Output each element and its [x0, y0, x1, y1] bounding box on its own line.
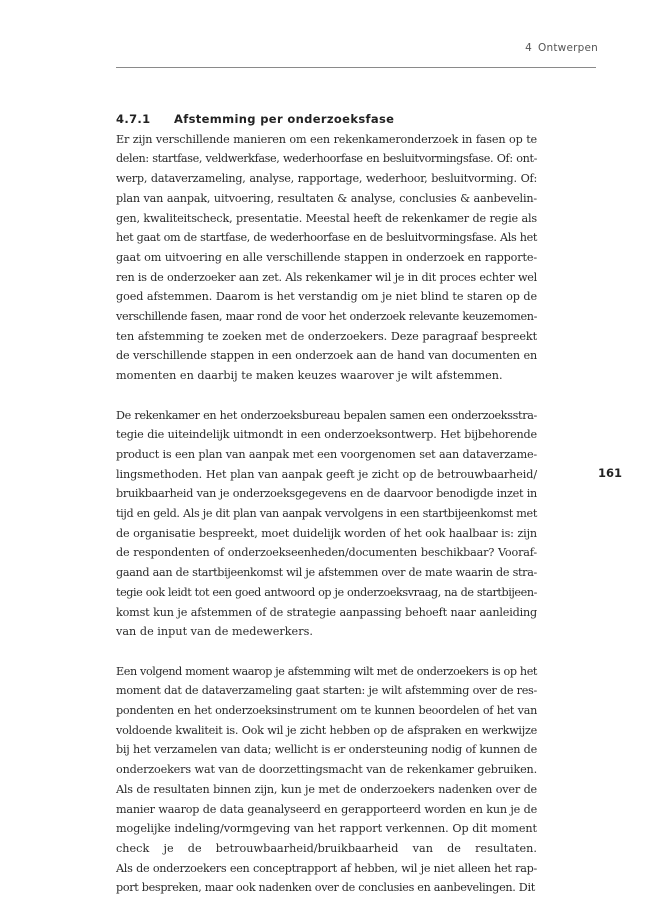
text-line: goed afstemmen. Daarom is het verstandig om je niet blind te staren op de: [116, 290, 537, 304]
section-title: Afstemming per onderzoeksfase: [174, 112, 395, 126]
running-head: [525, 42, 598, 54]
text-line: onderzoekers wat van de doorzettingsmacht van de rekenkamer gebruiken.: [116, 763, 537, 777]
text-line: momenten en daarbij te maken keuzes waarover je wilt afstemmen.: [116, 369, 503, 383]
text-line: mogelijke indeling/vormgeving van het rapport verkennen. Op dit moment: [116, 822, 537, 836]
text-line: bij het verzamelen van data; wellicht is er ondersteuning nodig of kunnen de: [116, 743, 537, 757]
text-line: het gaat om de startfase, de wederhoorfase en de besluitvormingsfase. Als het: [116, 231, 537, 245]
paragraph: [116, 662, 537, 898]
text-line: port bespreken, maar ook nadenken over de conclusies en aanbevelingen. Dit: [116, 881, 535, 895]
text-line: tijd en geld. Als je dit plan van aanpak vervolgens in een startbijeenkomst met: [116, 507, 537, 521]
chapter-number: 4: [525, 42, 533, 54]
text-line: van de input van de medewerkers.: [116, 625, 313, 639]
paragraphs: [116, 130, 537, 898]
text-line: plan van aanpak, uitvoering, resultaten & analyse, conclusies & aanbevelin-: [116, 191, 537, 205]
paragraph: [116, 130, 537, 386]
text-line: product is een plan van aanpak met een voorgenomen set aan dataverzame-: [116, 447, 537, 461]
paragraph-gap: [116, 642, 537, 662]
text-line: komst kun je afstemmen of de strategie aanpassing behoeft naar aanleiding: [116, 605, 537, 619]
paragraph-gap: [116, 386, 537, 406]
text-line: de organisatie bespreekt, moet duidelijk worden of het ook haalbaar is: zijn: [116, 526, 537, 540]
text-line: gen, kwaliteitscheck, presentatie. Meestal heeft de rekenkamer de regie als: [116, 211, 537, 225]
text-line: Een volgend moment waarop je afstemming wilt met de onderzoekers is op het: [116, 664, 537, 678]
chapter-title: Ontwerpen: [538, 42, 598, 54]
text-line: Als de resultaten binnen zijn, kun je met de onderzoekers nadenken over de: [116, 782, 537, 796]
text-line: Er zijn verschillende manieren om een rekenkameronderzoek in fasen op te: [116, 132, 537, 146]
section-number: 4.7.1: [116, 112, 151, 126]
text-line: bruikbaarheid van je onderzoeksgegevens en de daarvoor benodigde inzet in: [116, 487, 537, 501]
text-line: ren is de onderzoeker aan zet. Als rekenkamer wil je in dit proces echter wel: [116, 270, 537, 284]
text-line: verschillende fasen, maar rond de voor het onderzoek relevante keuzemomen-: [116, 310, 537, 324]
text-line: lingsmethoden. Het plan van aanpak geeft je zicht op de betrouwbaarheid/: [116, 467, 537, 481]
text-line: tegie ook leidt tot een goed antwoord op je onderzoeksvraag, na de startbijeen-: [116, 585, 537, 599]
text-line: check je de betrouwbaarheid/bruikbaarheid van de resultaten.: [116, 841, 537, 855]
text-line: manier waarop de data geanalyseerd en gerapporteerd worden en kun je de: [116, 802, 537, 816]
page-number: 161: [598, 466, 623, 480]
text-line: werp, dataverzameling, analyse, rapportage, wederhoor, besluitvorming. Of:: [116, 172, 537, 186]
paragraph: [116, 406, 537, 642]
text-line: moment dat de dataverzameling gaat starten: je wilt afstemming over de res-: [116, 684, 537, 698]
section-heading: [116, 110, 537, 130]
text-line: gaat om uitvoering en alle verschillende stappen in onderzoek en rapporte-: [116, 250, 537, 264]
text-line: voldoende kwaliteit is. Ook wil je zicht hebben op de afspraken en werkwijze: [116, 723, 537, 737]
text-line: delen: startfase, veldwerkfase, wederhoorfase en besluitvormingsfase. Of: ont-: [116, 152, 537, 166]
body-text: [116, 110, 537, 898]
text-line: gaand aan de startbijeenkomst wil je afstemmen over de mate waarin de stra-: [116, 566, 537, 580]
text-line: tegie die uiteindelijk uitmondt in een onderzoeksontwerp. Het bijbehorende: [116, 428, 537, 442]
text-line: de verschillende stappen in een onderzoek aan de hand van documenten en: [116, 349, 537, 363]
header-rule: [116, 67, 596, 68]
text-line: pondenten en het onderzoeksinstrument om te kunnen beoordelen of het van: [116, 704, 537, 718]
text-line: ten afstemming te zoeken met de onderzoekers. Deze paragraaf bespreekt: [116, 329, 537, 343]
text-line: Als de onderzoekers een conceptrapport af hebben, wil je niet alleen het rap-: [116, 861, 537, 875]
text-line: de respondenten of onderzoekseenheden/documenten beschikbaar? Vooraf-: [116, 546, 537, 560]
text-line: De rekenkamer en het onderzoeksbureau bepalen samen een onderzoeksstra-: [116, 408, 537, 422]
